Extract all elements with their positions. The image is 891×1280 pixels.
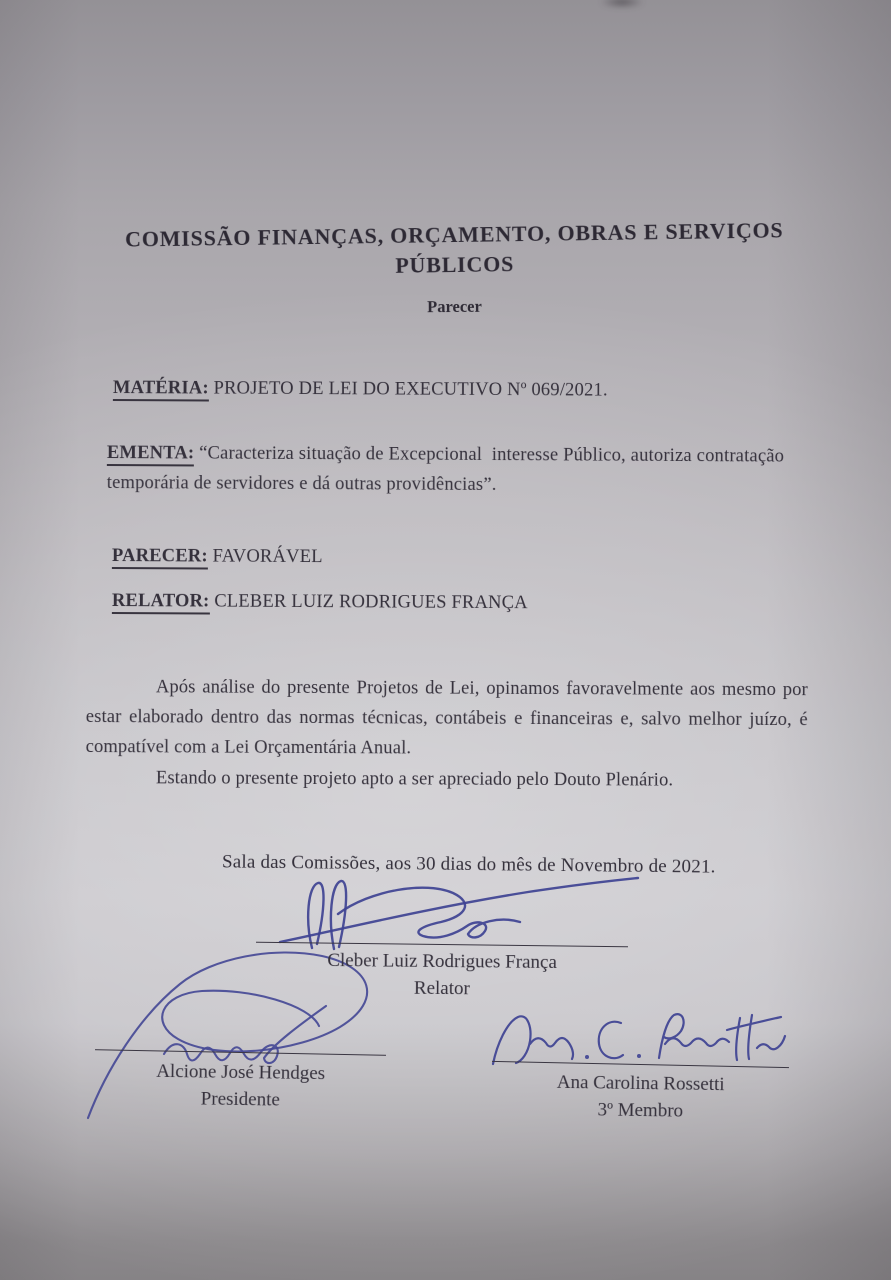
materia-field [113,378,608,402]
document-title-line2: PÚBLICOS [395,251,515,278]
materia-value: PROJETO DE LEI DO EXECUTIVO Nº 069/2021. [213,378,608,401]
signer-role: Presidente [200,1088,281,1111]
ementa-field [107,438,793,502]
signer-role: Relator [413,977,470,1000]
ementa-label: EMENTA: [107,443,195,466]
document-title [62,215,848,286]
signature-block-membro [492,1068,790,1126]
parecer-label: PARECER: [112,546,208,570]
signer-name: Alcione José Hendges [156,1060,326,1085]
signer-role: 3º Membro [597,1099,684,1122]
ementa-value: “Caracteriza situação de Excepcional interesse Público, autoriza contratação temporária de servidores e dá outras providências”. [106,443,790,496]
document-title-line1: COMISSÃO FINANÇAS, ORÇAMENTO, OBRAS E SERVIÇOS [124,217,784,252]
photo-smudge [592,0,652,10]
signature-block-relator [256,946,628,1003]
signer-name: Cleber Luiz Rodrigues França [327,949,557,974]
body-paragraph-1: Após análise do presente Projetos de Lei, opinamos favoravelmente aos mesmo por estar elaborado dentro das normas técnicas, contábeis e financeiras e, salvo melhor juízo, é compatível com a Lei Orçamentária Anual. [85,677,808,759]
relator-field [112,591,528,614]
materia-label: MATÉRIA: [113,378,209,402]
body-paragraph-2: Estando o presente projeto apto a ser apreciado pelo Douto Plenário. [155,768,674,791]
parecer-field [112,546,323,568]
relator-label: RELATOR: [112,591,210,615]
document-subtitle: Parecer [427,296,482,317]
signature-block-presidente [95,1057,387,1115]
parecer-value: FAVORÁVEL [212,546,323,568]
signer-name: Ana Carolina Rossetti [556,1071,725,1096]
date-line: Sala das Comissões, aos 30 dias do mês de Novembro de 2021. [221,851,716,878]
relator-value: CLEBER LUIZ RODRIGUES FRANÇA [214,591,528,614]
